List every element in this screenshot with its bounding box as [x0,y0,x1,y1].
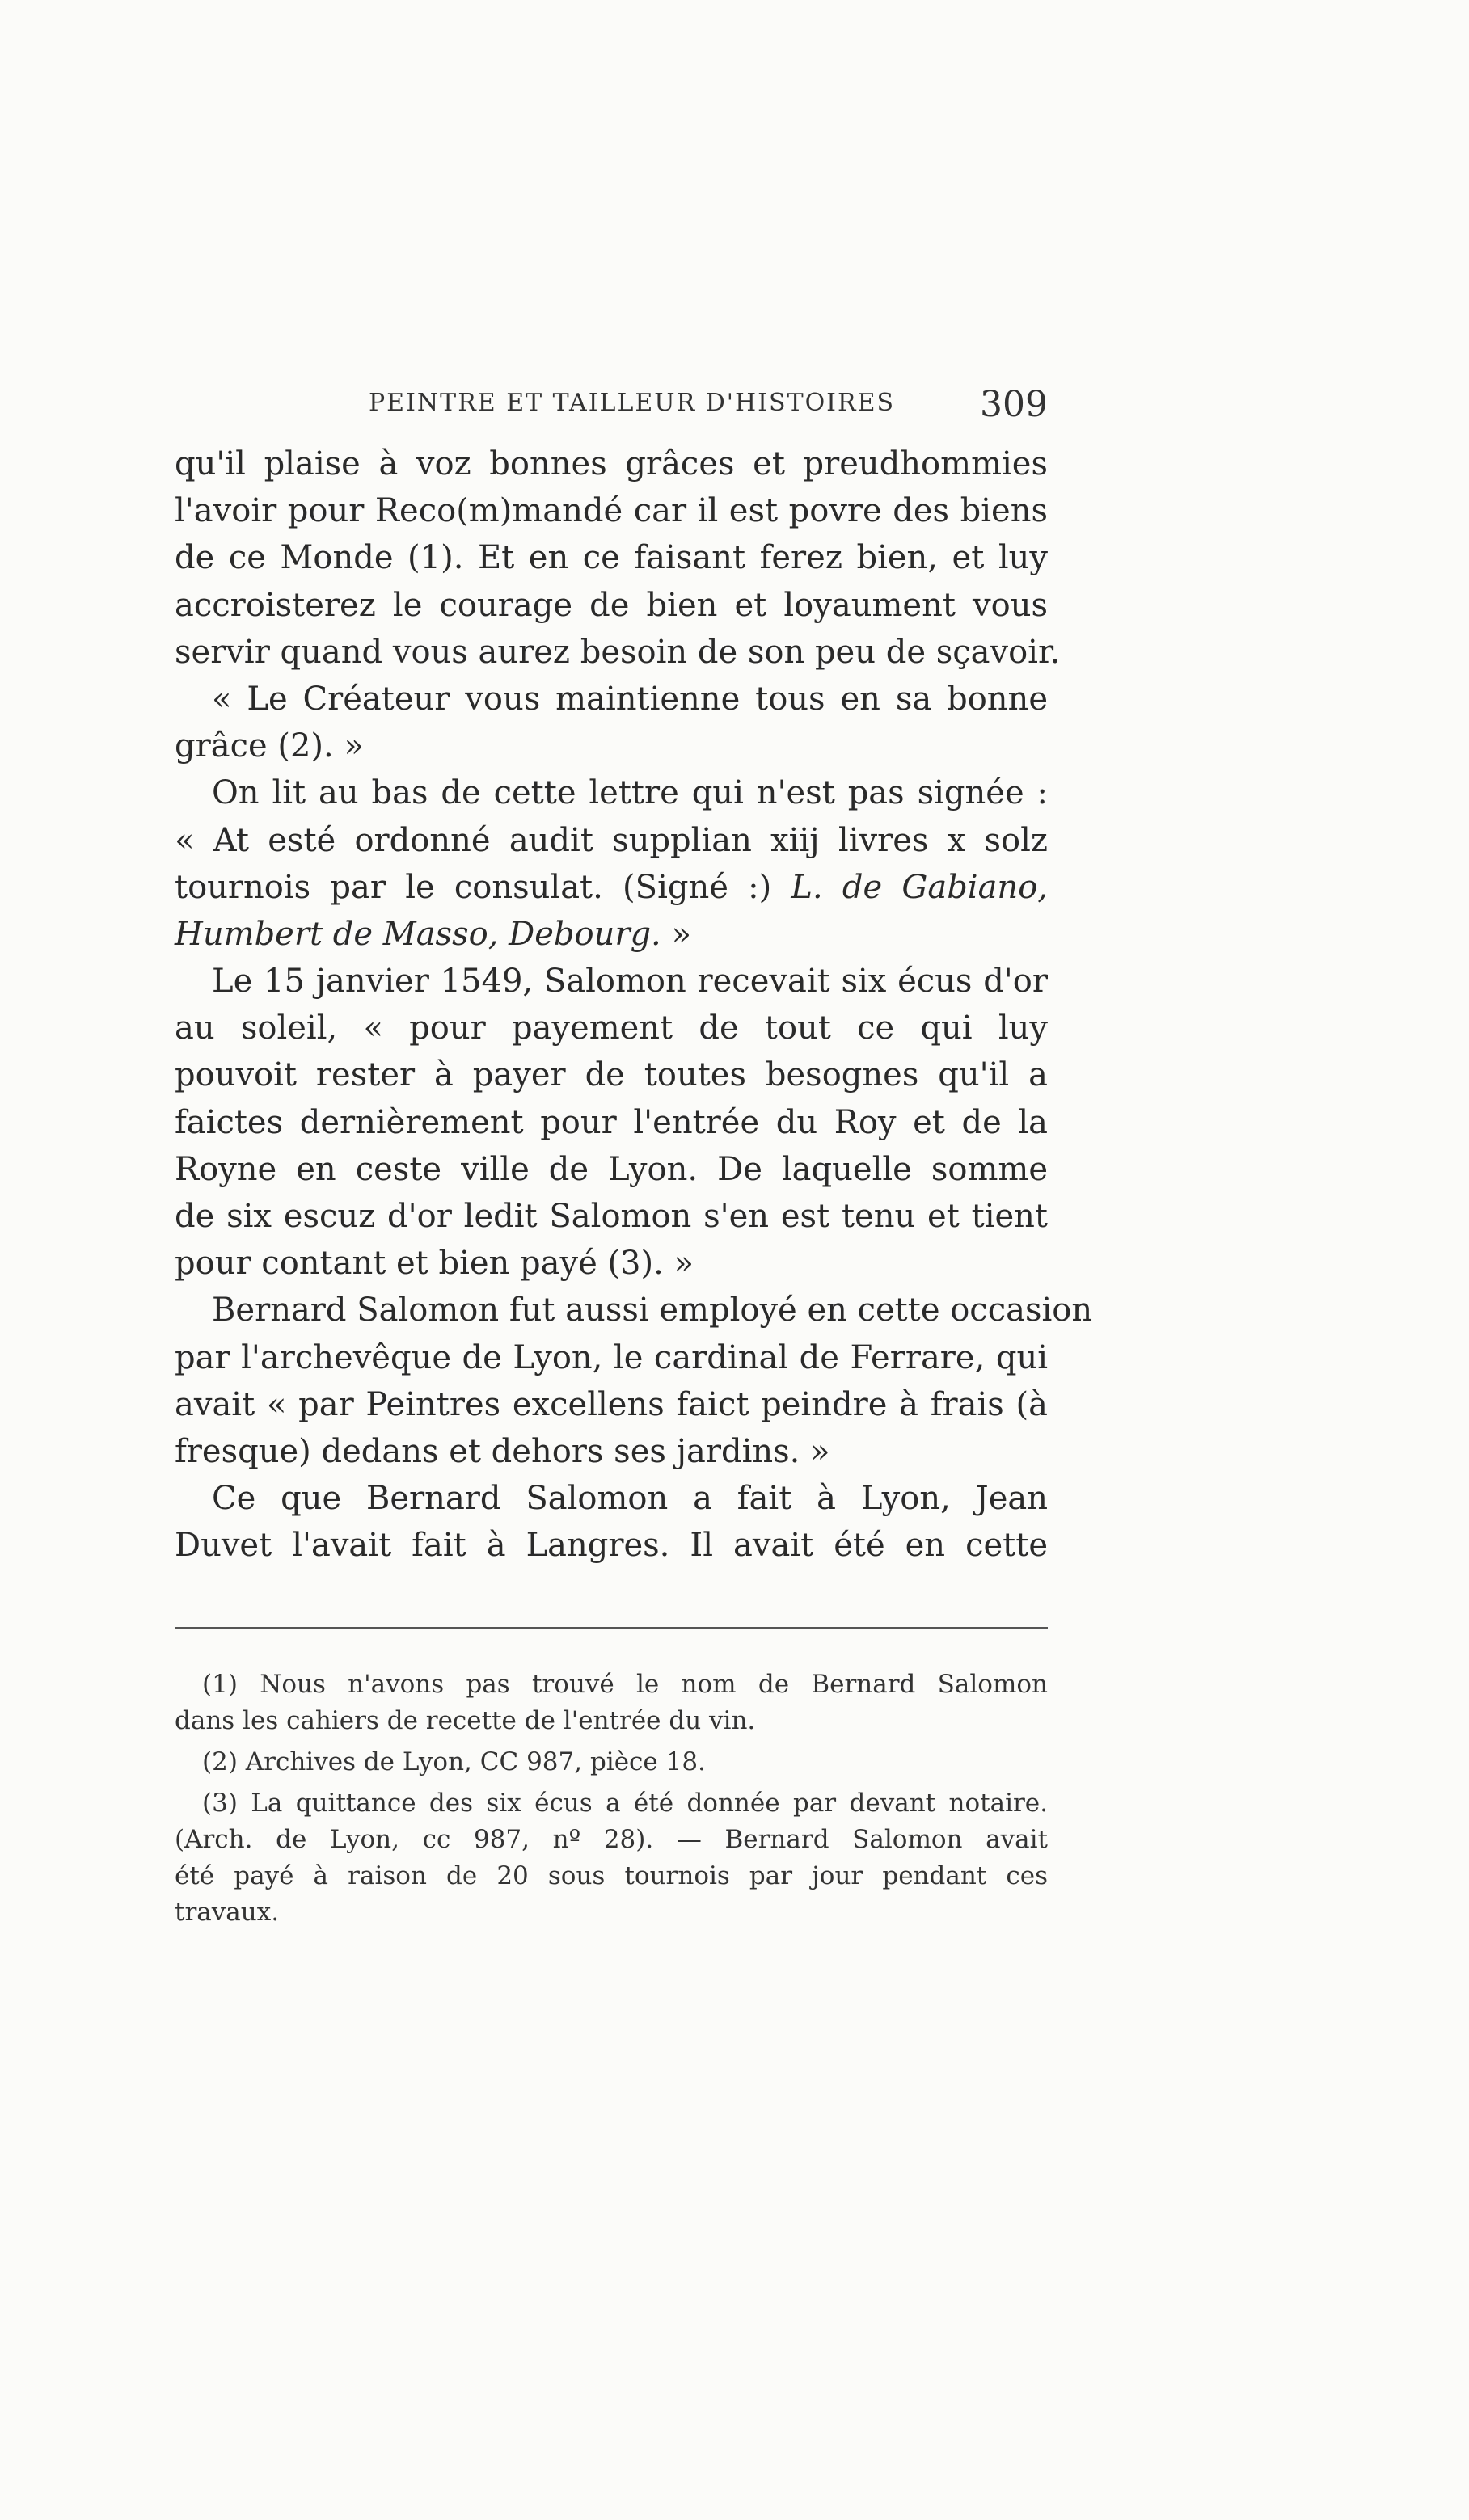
footnote-2 [175,1744,1048,1780]
body-line: de six escuz d'or ledit Salomon s'en est tenu et tient [175,1198,1048,1235]
footnote-line: (1) Nous n'avons pas trouvé le nom de Bernard Salomon [202,1670,1048,1699]
body-line: pour contant et bien payé (3). » [175,1245,694,1283]
body-line: On lit au bas de cette lettre qui n'est pas signée : [212,774,1048,812]
body-line: « At esté ordonné audit supplian xiij livres x solz [175,821,1048,859]
body-line: Duvet l'avait fait à Langres. Il avait été en cette [175,1527,1048,1565]
body-line: par l'archevêque de Lyon, le cardinal de Ferrare, qui [175,1338,1048,1376]
footnote-line: dans les cahiers de recette de l'entrée du vin. [175,1706,756,1735]
body-line: accroisterez le courage de bien et loyaument vous [175,586,1048,624]
footnote-line: (Arch. de Lyon, cc 987, nº 28). — Bernard Salomon avait [175,1825,1048,1854]
footnote-3 [175,1785,1048,1931]
body-line: l'avoir pour Reco(m)mandé car il est povre des biens [175,492,1048,530]
body-line-mixed [175,911,1048,958]
body-line: Le 15 janvier 1549, Salomon recevait six écus d'or [212,963,1048,1001]
body-line: Ce que Bernard Salomon a fait à Lyon, Jean [212,1480,1048,1518]
footnote-line: été payé à raison de 20 sous tournois par jour pendant ces [175,1861,1048,1890]
body-text-run: tournois par le consulat. (Signé :) [175,868,791,906]
signatory-names: Humbert de Masso, Debourg. [175,915,661,953]
body-line: Royne en ceste ville de Lyon. De laquelle somme [175,1150,1048,1188]
body-line: de ce Monde (1). Et en ce faisant ferez bien, et luy [175,539,1048,577]
footnote-line: (3) La quittance des six écus a été donnée par devant notaire. [202,1789,1048,1818]
footnotes [175,1667,1048,1936]
running-title: PEINTRE ET TAILLEUR D'HISTOIRES [369,389,896,417]
body-line: grâce (2). » [175,727,364,765]
body-line: « Le Créateur vous maintienne tous en sa bonne [212,680,1048,718]
body-line: Bernard Salomon fut aussi employé en cette occasion [212,1292,1093,1330]
body-line: qu'il plaise à voz bonnes grâces et preudhommies [175,445,1048,483]
body-line-mixed [175,864,1048,911]
body-text [175,440,1093,1570]
body-line: au soleil, « pour payement de tout ce qui luy [175,1009,1048,1047]
body-line: pouvoit rester à payer de toutes besognes qu'il a [175,1056,1048,1094]
footnote-line: (2) Archives de Lyon, CC 987, pièce 18. [202,1747,706,1776]
body-text-run: » [661,915,691,953]
page-number: 309 [980,384,1048,425]
body-line: avait « par Peintres excellens faict peindre à frais (à [175,1385,1048,1423]
body-line: faictes dernièrement pour l'entrée du Roy et de la [175,1103,1048,1141]
body-line: fresque) dedans et dehors ses jardins. » [175,1432,830,1470]
signatory-names: L. de Gabiano, [791,868,1048,906]
footnote-separator [175,1627,1048,1629]
running-head [175,384,1048,432]
footnote-line: travaux. [175,1898,280,1927]
footnote-1 [175,1667,1048,1739]
body-line: servir quand vous aurez besoin de son peu de sçavoir. [175,633,1061,671]
